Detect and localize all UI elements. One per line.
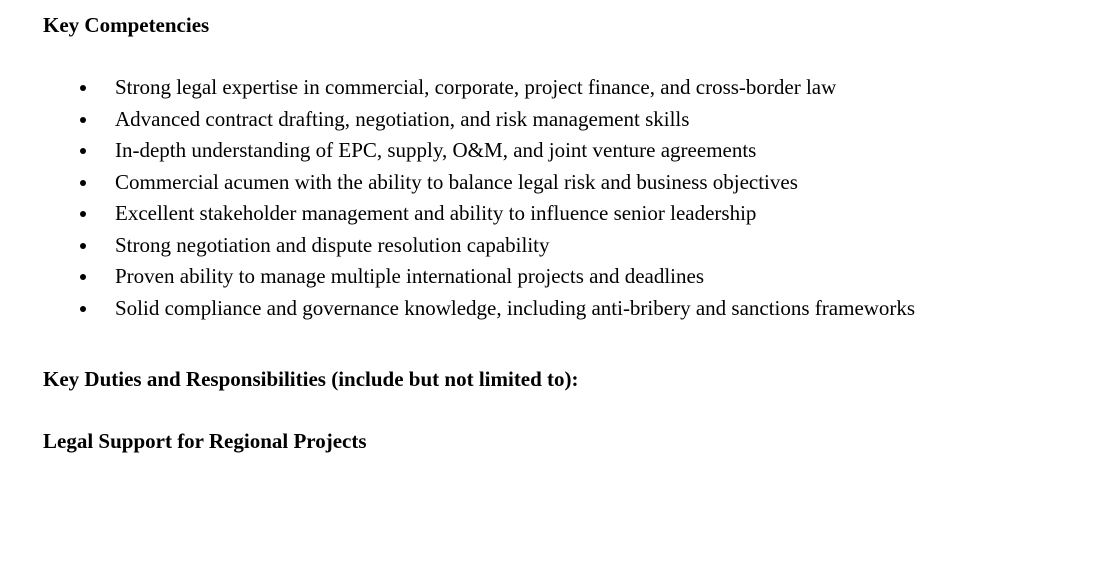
bullet-icon	[80, 211, 86, 217]
bullet-icon	[80, 180, 86, 186]
bullet-icon	[80, 243, 86, 249]
competency-text: Excellent stakeholder management and ability to influence senior leadership	[115, 201, 757, 225]
bullet-icon	[80, 274, 86, 280]
legal-support-heading: Legal Support for Regional Projects	[43, 429, 367, 453]
competency-text: Commercial acumen with the ability to balance legal risk and business objectives	[115, 169, 798, 194]
bullet-icon	[80, 148, 86, 154]
competency-text: Advanced contract drafting, negotiation, and risk management skills	[115, 106, 690, 131]
competency-text: Strong legal expertise in commercial, corporate, project finance, and cross-border law	[115, 75, 837, 99]
key-competencies-heading: Key Competencies	[43, 13, 210, 37]
bullet-icon	[80, 117, 86, 123]
competency-text: In-depth understanding of EPC, supply, O&M, and joint venture agreements	[115, 138, 757, 162]
competency-text: Strong negotiation and dispute resolution capability	[115, 232, 550, 257]
bullet-icon	[80, 85, 86, 91]
key-duties-heading: Key Duties and Responsibilities (include but not limited to):	[43, 367, 579, 391]
competency-text: Solid compliance and governance knowledge, including anti-bribery and sanctions frameworks	[115, 295, 916, 320]
competency-text: Proven ability to manage multiple international projects and deadlines	[115, 264, 705, 288]
bullet-icon	[80, 306, 86, 312]
